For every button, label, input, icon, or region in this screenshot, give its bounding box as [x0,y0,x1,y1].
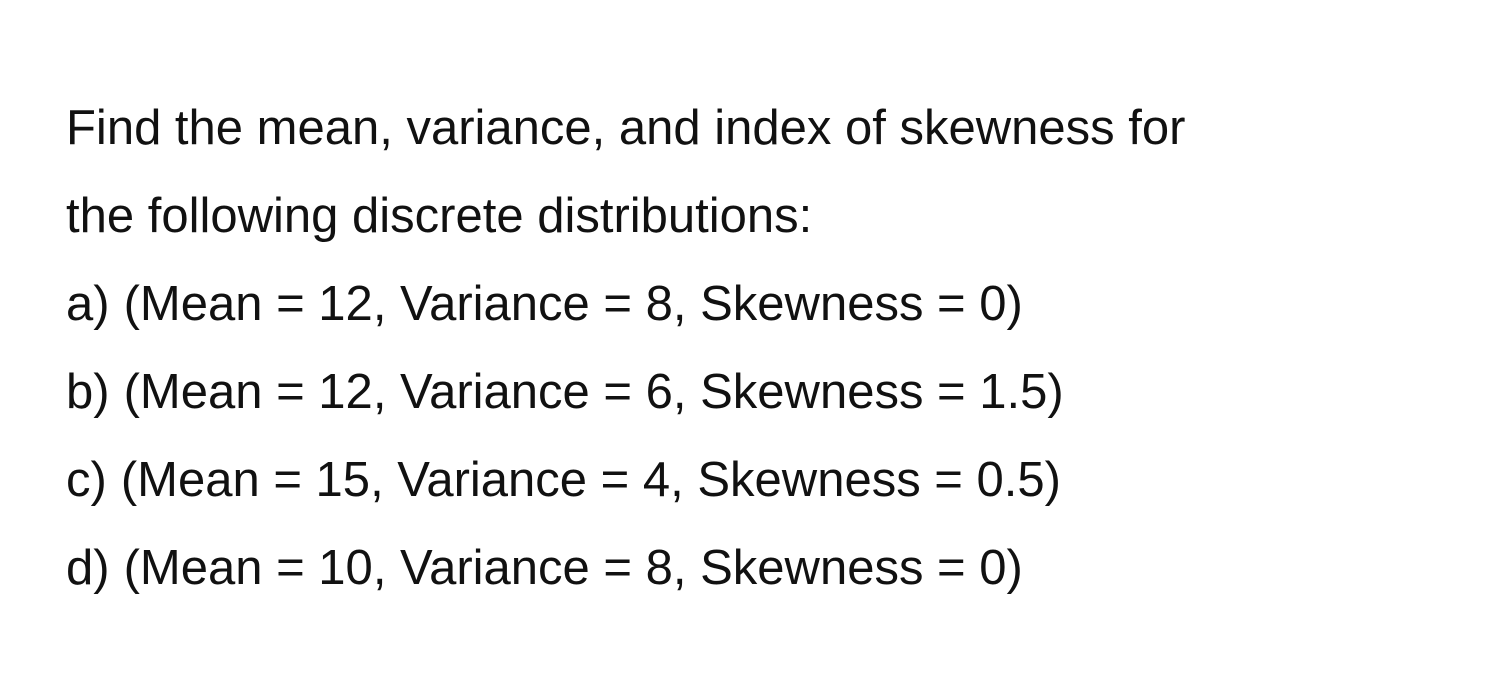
option-text: (Mean = 15, Variance = 4, Skewness = 0.5) [120,453,1061,507]
option-d [66,524,1466,612]
answer-options [66,260,1466,612]
option-a [66,260,1466,348]
option-c [66,436,1466,524]
option-text: (Mean = 10, Variance = 8, Skewness = 0) [123,541,1023,595]
question-text [66,84,1466,260]
question-line-1: Find the mean, variance, and index of skewness for [66,101,1186,155]
option-letter: b) [66,365,110,419]
option-b [66,348,1466,436]
option-text: (Mean = 12, Variance = 8, Skewness = 0) [123,277,1023,331]
option-letter: d) [66,541,110,595]
question-line-2: the following discrete distributions: [66,189,813,243]
question-card [66,84,1466,612]
option-letter: c) [66,453,107,507]
option-text: (Mean = 12, Variance = 6, Skewness = 1.5) [123,365,1064,419]
option-letter: a) [66,277,110,331]
